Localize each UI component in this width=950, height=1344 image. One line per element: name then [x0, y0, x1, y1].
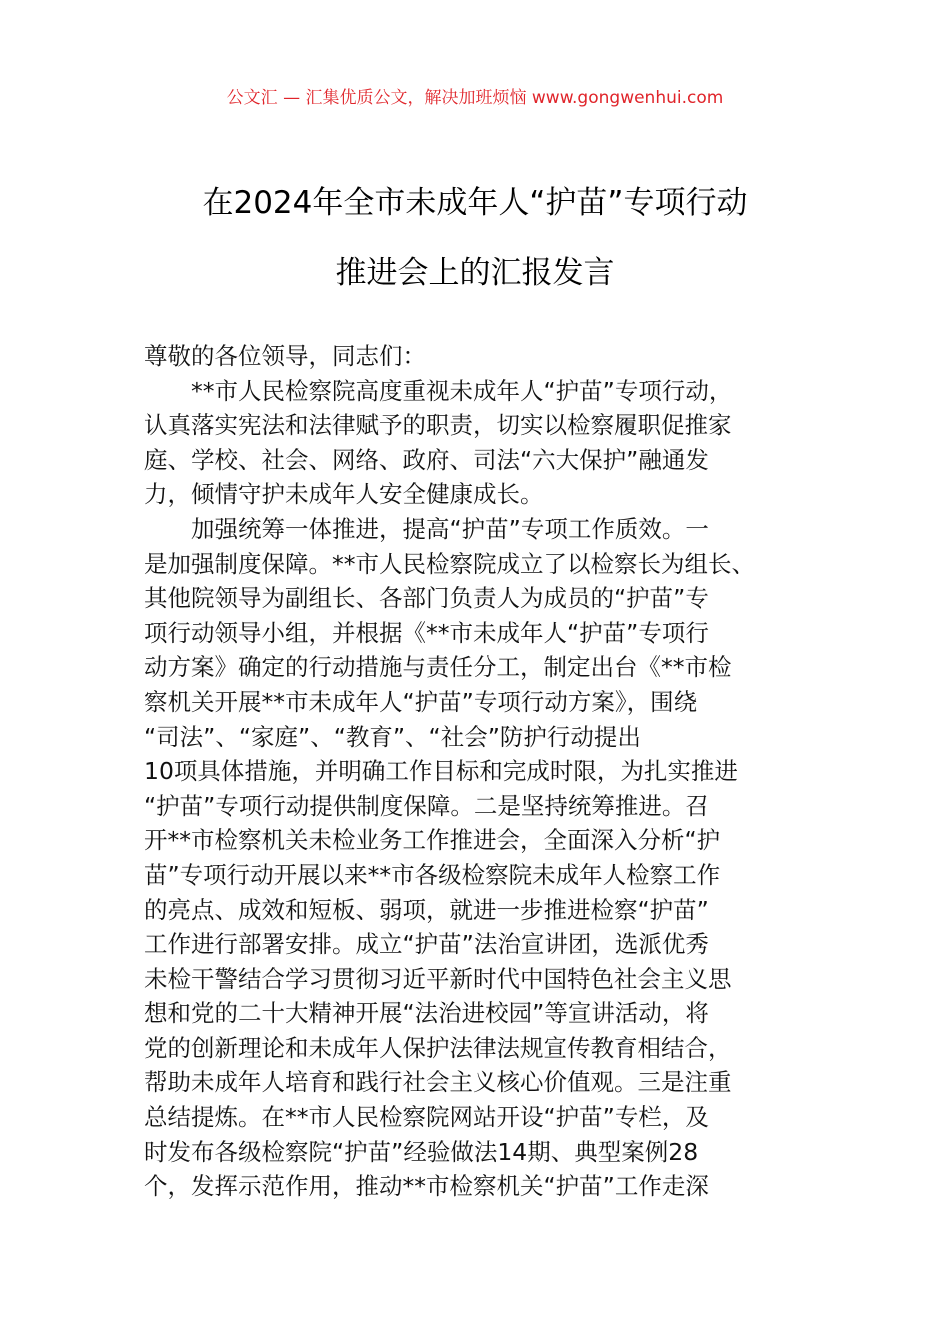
body-line: 帮助未成年人培育和践行社会主义核心价值观。三是注重	[144, 1068, 732, 1097]
body-line: 个，发挥示范作用，推动**市检察机关“护苗”工作走深	[144, 1172, 709, 1201]
body-line: 未检干警结合学习贯彻习近平新时代中国特色社会主义思	[144, 964, 732, 993]
body-line: “司法”、“家庭”、“教育”、“社会”防护行动提出	[144, 722, 641, 751]
body-line: 想和党的二十大精神开展“法治进校园”等宣讲活动，将	[144, 999, 709, 1028]
body-line: 苗”专项行动开展以来**市各级检察院未成年人检察工作	[144, 860, 721, 889]
body-line: **市人民检察院高度重视未成年人“护苗”专项行动，	[144, 376, 733, 405]
body-line: 其他院领导为副组长、各部门负责人为成员的“护苗”专	[144, 584, 709, 613]
salutation: 尊敬的各位领导，同志们：	[144, 342, 426, 370]
body-line: 工作进行部署安排。成立“护苗”法治宣讲团，选派优秀	[144, 930, 709, 959]
body-line: 党的创新理论和未成年人保护法律法规宣传教育相结合，	[144, 1033, 732, 1062]
body-line: 总结提炼。在**市人民检察院网站开设“护苗”专栏，及	[144, 1103, 709, 1132]
body-line: 是加强制度保障。**市人民检察院成立了以检察长为组长、	[144, 549, 755, 578]
document-body	[144, 339, 834, 1204]
body-line: 开**市检察机关未检业务工作推进会，全面深入分析“护	[144, 826, 721, 855]
body-line: 力，倾情守护未成年人安全健康成长。	[144, 480, 544, 509]
body-line: 10项具体措施，并明确工作目标和完成时限，为扎实推进	[144, 757, 738, 786]
document-title-line-2: 推进会上的汇报发言	[335, 255, 615, 291]
body-line: 时发布各级检察院“护苗”经验做法14期、典型案例28	[144, 1137, 699, 1166]
body-line: 察机关开展**市未成年人“护苗”专项行动方案》，围绕	[144, 687, 698, 716]
body-line: 认真落实宪法和法律赋予的职责，切实以检察履职促推家	[144, 411, 732, 440]
body-line: 加强统筹一体推进，提高“护苗”专项工作质效。一	[144, 514, 709, 543]
document-title-line-1: 在2024年全市未成年人“护苗”专项行动	[202, 185, 748, 221]
body-line: 动方案》确定的行动措施与责任分工，制定出台《**市检	[144, 653, 732, 682]
watermark-header[interactable]: 公文汇 — 汇集优质公文，解决加班烦恼 www.gongwenhui.com	[226, 88, 724, 108]
body-line: 的亮点、成效和短板、弱项，就进一步推进检察“护苗”	[144, 895, 709, 924]
body-line: “护苗”专项行动提供制度保障。二是坚持统筹推进。召	[144, 791, 709, 820]
body-line: 项行动领导小组，并根据《**市未成年人“护苗”专项行	[144, 618, 709, 647]
body-line: 庭、学校、社会、网络、政府、司法“六大保护”融通发	[144, 445, 709, 474]
